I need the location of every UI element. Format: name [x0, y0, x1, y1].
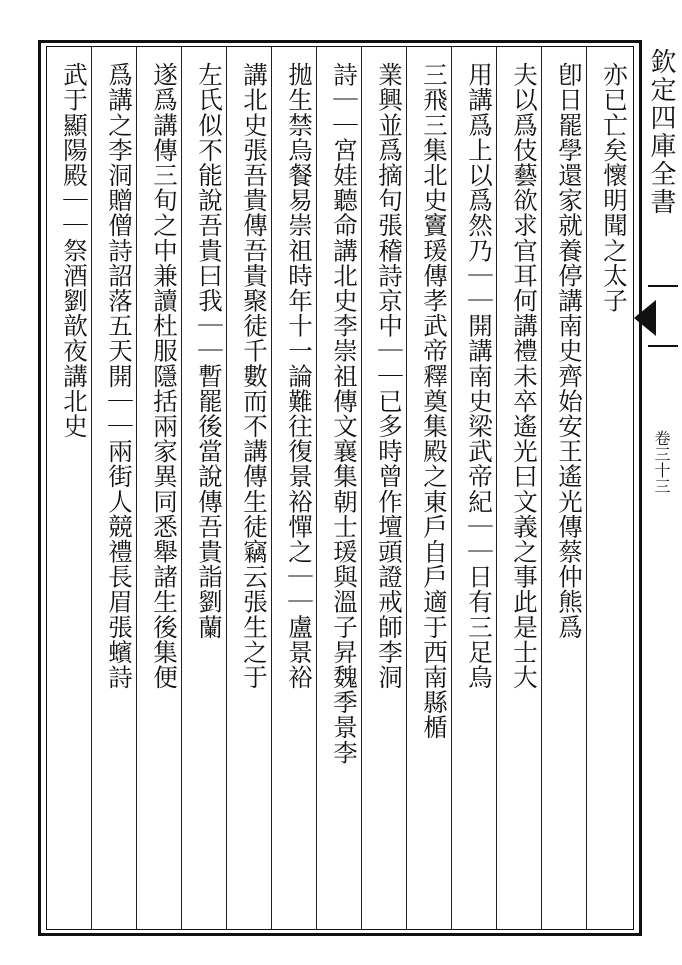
text-column: 用講爲上以爲然乃｜｜開講南史梁武帝紀｜｜日有三足烏 [465, 62, 494, 690]
text-column: 爲講之李洞贈僧詩詔落五天開｜｜兩街人競禮長眉張蠙詩 [105, 62, 134, 690]
margin-volume-label: 卷三十三 [652, 430, 671, 494]
text-column: 業興並爲摘句張稽詩京中｜｜已多時曾作壇頭證戒師李洞 [375, 62, 404, 690]
text-column: 遂爲講傳三旬之中兼讀杜服隱括兩家異同悉舉諸生後集便 [150, 62, 179, 690]
text-column: 夫以爲伎藝欲求官耳何講禮未卒遙光曰文義之事此是士大 [510, 62, 539, 690]
text-column: 詩｜｜宮娃聽命講北史李崇祖傳文襄集朝士瑗與溫子昇魏季景李 [330, 62, 359, 765]
margin-rule-bottom [648, 345, 678, 347]
text-column: 三飛三集北史竇瑗傳孝武帝釋奠集殿之東戶自戶適于西南縣楯 [420, 62, 449, 740]
text-column: 卽日罷學還家就養停講南史齊始安王遙光傳蔡仲熊爲 [555, 62, 584, 640]
text-column: 拋生禁烏餐易崇祖時年十一論難往復景裕憚之｜｜盧景裕 [285, 62, 314, 690]
text-column: 左氏似不能說吾貴曰我｜｜暫罷後當說傳吾貴詣劉蘭 [195, 62, 224, 640]
margin-book-title: 欽定四庫全書 [646, 48, 676, 216]
margin-rule-top [648, 285, 678, 287]
text-column: 武于顯陽殿｜｜祭酒劉歆夜講北史 [60, 62, 89, 439]
fishtail-mark [634, 300, 656, 336]
text-column: 亦已亡矣懷明聞之太子 [600, 62, 629, 313]
text-column: 講北史張吾貴傳吾貴聚徒千數而不講傳生徒竊云張生之于 [240, 62, 269, 690]
